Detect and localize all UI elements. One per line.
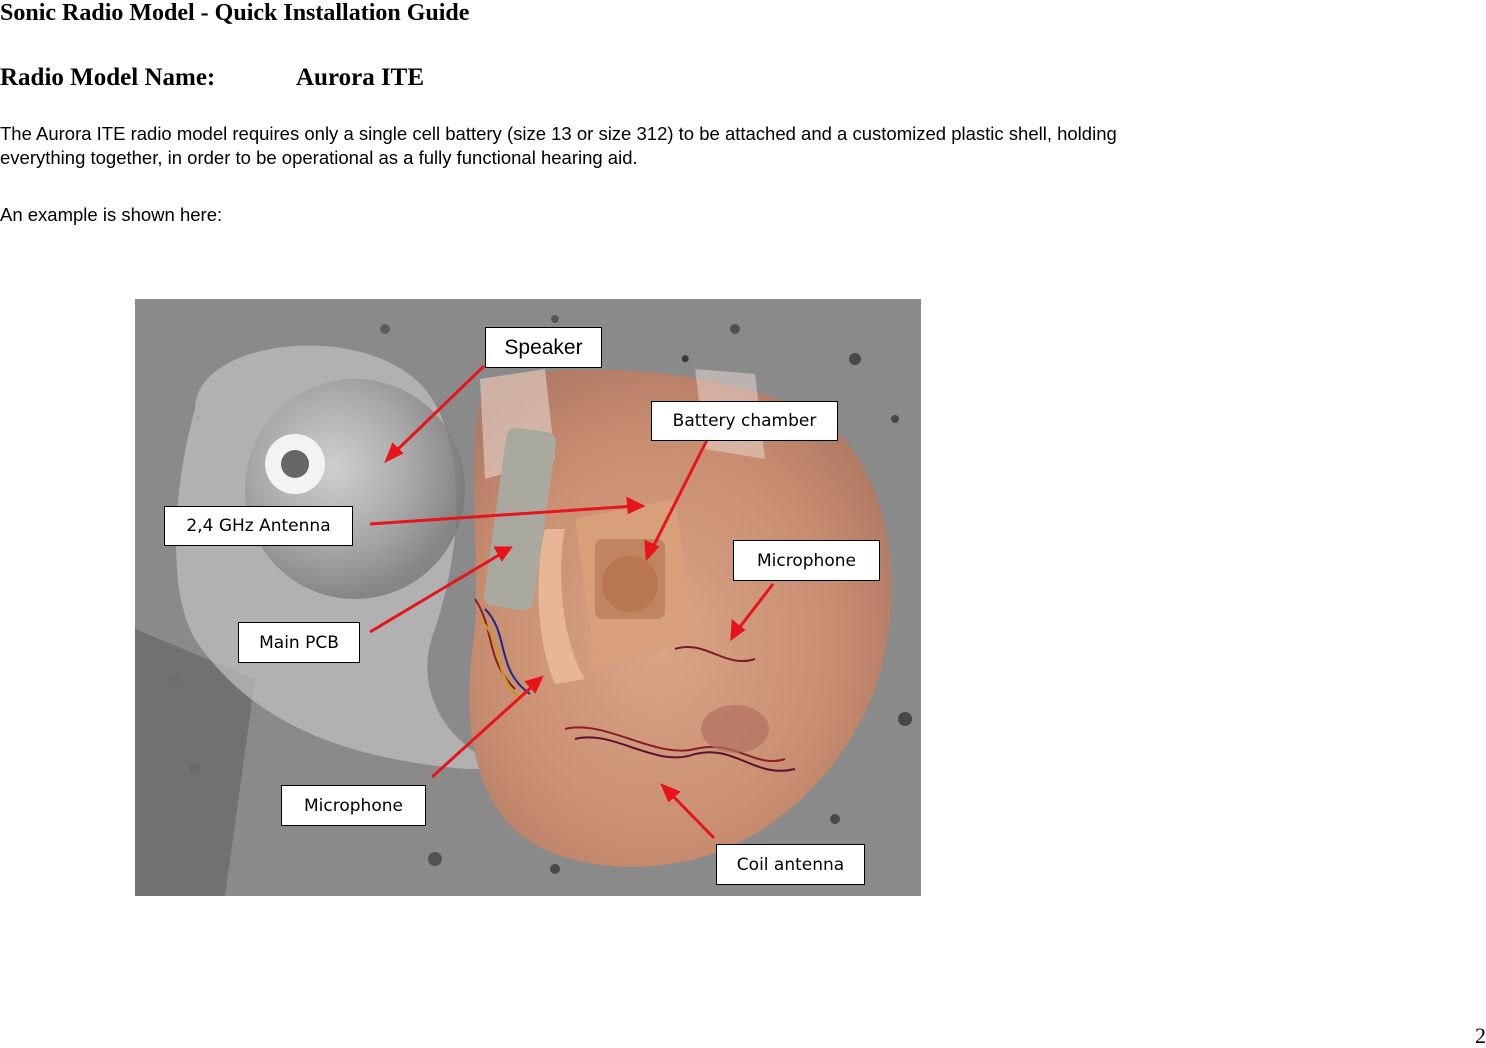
model-name-value: Aurora ITE bbox=[296, 64, 425, 91]
page-number: 2 bbox=[1475, 1023, 1486, 1048]
callout-microphone-right: Microphone bbox=[733, 540, 880, 581]
callout-battery-chamber: Battery chamber bbox=[651, 401, 838, 441]
document-title: Sonic Radio Model - Quick Installation Guide bbox=[0, 0, 470, 26]
example-intro-text: An example is shown here: bbox=[0, 204, 223, 225]
callout-coil-antenna: Coil antenna bbox=[716, 844, 865, 885]
hearing-aid-illustration bbox=[135, 299, 921, 896]
callout-microphone-bottom: Microphone bbox=[281, 785, 426, 826]
model-name-label: Radio Model Name: bbox=[0, 64, 216, 91]
intro-paragraph-line-2: everything together, in order to be operational as a fully functional hearing aid. bbox=[0, 147, 638, 168]
callout-speaker: Speaker bbox=[485, 327, 602, 368]
callout-antenna-24ghz: 2,4 GHz Antenna bbox=[164, 506, 353, 546]
callout-main-pcb: Main PCB bbox=[238, 622, 360, 663]
hearing-aid-photo bbox=[135, 299, 921, 896]
intro-paragraph-line-1: The Aurora ITE radio model requires only a single cell battery (size 13 or size 312) to be attached and a customized plastic shell, holding bbox=[0, 123, 1117, 144]
